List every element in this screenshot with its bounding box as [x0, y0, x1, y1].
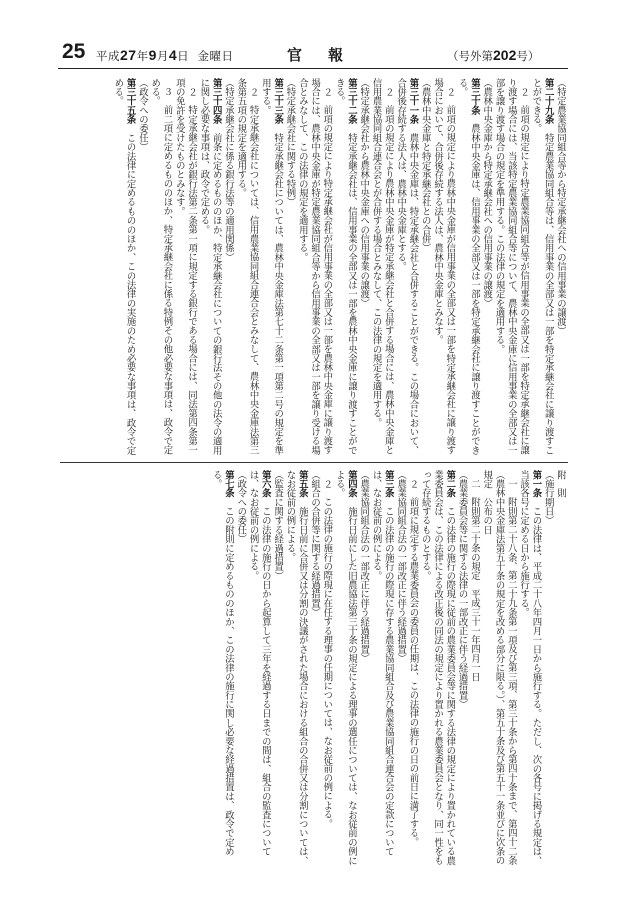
- paragraph-text: この法律の施行の際現に存する農業協同組合及び農業協同組合連合会の定款については、なお従前の例による。: [370, 470, 394, 856]
- paragraph-text: （特定承継会社に関する特例）: [284, 78, 296, 207]
- date-day-unit: 日: [177, 49, 190, 63]
- paragraph-text: この法律に定めるもののほか、この法律の実施のため必要な事項は、政令で定める。: [112, 78, 136, 455]
- paragraph-text: ３ 前二項に定めるもののほか、特定承継会社に係る特例その他必要な事項は、政令で定める。: [149, 78, 173, 455]
- paragraph-text: この附則に定めるもののほか、この法律の施行に関し必要な経過措置は、政令で定める。: [210, 470, 234, 856]
- paragraph: [418, 470, 455, 870]
- paragraph-text: ２ 前項の規定により農林中央金庫が信用事業の全部又は一部を特定承継会社に譲り渡す場合において、合併後存続する法人は、農林中央金庫とみなす。: [432, 78, 456, 455]
- extra-number: 202: [493, 47, 517, 63]
- header-rule: [58, 68, 568, 69]
- paragraph: [197, 78, 222, 456]
- article-heading: 第二十九条: [542, 78, 554, 124]
- article-heading: 第七条: [222, 470, 234, 498]
- date-era: 平成: [96, 49, 120, 63]
- paragraph-text: ２ 特定承継会社が銀行法第二条第一項に規定する銀行である場合には、同法第四条第一項の免許を受けたものとみなす。: [173, 78, 198, 455]
- paragraph: [357, 78, 369, 456]
- paragraph-text: この法律の施行の際現に従前の農業委員会等に関する法律の規定により置かれている農業委員会は、この法律による改正後の同法の規定により置かれる農業委員会となり、同一性をもって存続するものとする。: [419, 470, 456, 866]
- paragraph-text: （組合の合併等に関する経過措置）: [309, 470, 321, 618]
- gazette-title: 官報: [287, 46, 370, 64]
- paragraph-text: （農林中央金庫と特定承継会社との合併）: [419, 78, 431, 253]
- article-heading: 第三十五条: [124, 78, 136, 124]
- page-number: 25: [62, 40, 86, 63]
- paragraph: [308, 470, 320, 870]
- paragraph: [455, 470, 467, 870]
- paragraph: [369, 470, 394, 870]
- paragraph: [418, 78, 430, 456]
- paragraph: [431, 78, 456, 456]
- paragraph: [455, 78, 480, 456]
- paragraph-text: ２ この法律の施行の際現に在任する理事の任期については、なお従前の例による。: [321, 479, 333, 829]
- paragraph: [173, 78, 198, 456]
- paragraph: [480, 470, 517, 870]
- paragraph: [234, 78, 259, 456]
- extra-suffix: 号）: [516, 49, 540, 63]
- article-heading: 第三十条: [468, 78, 480, 115]
- paragraph-text: 特定農業協同組合等は、信用事業の全部又は一部を特定承継会社に譲り渡すことができる。: [530, 78, 554, 455]
- paragraph-text: 施行日前にした旧農協法第三十条の規定による理事の選任については、なお従前の例による。: [333, 470, 357, 866]
- article-heading: 第二条: [444, 470, 456, 498]
- paragraph-text: ２ 前項に規定する農業委員会の委員の任期は、この法律の施行の日の前日に満了する。: [407, 479, 419, 847]
- paragraph-text: 農林中央金庫は、特定承継会社と合併することができる。この場合において、合併後存続する法人は、農林中央金庫とする。: [395, 78, 419, 455]
- paragraph: [295, 78, 332, 456]
- lower-text-block: [60, 470, 566, 870]
- paragraph-text: （農業協同組合法の一部改正に伴う経過措置）: [395, 470, 407, 663]
- paragraph: [222, 78, 234, 456]
- paragraph-text: （施行期日）: [542, 470, 554, 526]
- paragraph: [271, 470, 283, 870]
- paragraph-text: （政令への委任）: [136, 78, 148, 152]
- paragraph: [492, 78, 529, 456]
- paragraph: [111, 78, 136, 456]
- date-year-unit: 年: [136, 49, 149, 63]
- paragraph-text: （農業委員会等に関する法律の一部改正に伴う経過措置）: [456, 470, 468, 709]
- paragraph: [209, 470, 234, 870]
- paragraph: [394, 78, 419, 456]
- paragraph-text: （政令への委任）: [235, 470, 247, 544]
- article-heading: 第三十一条: [407, 78, 419, 124]
- paragraph-text: （特定農業協同組合等から特定承継会社への信用事業の譲渡）: [555, 78, 566, 336]
- paragraph: [259, 78, 284, 456]
- paragraph: [541, 470, 553, 870]
- paragraph-text: この法律の施行の日から起算して三年を経過する日までの間は、組合の監査については、なお従前の例による。: [247, 470, 271, 856]
- article-heading: 第三十三条: [272, 78, 284, 124]
- extra-issue-number: [447, 47, 539, 73]
- paragraph-text: 附 則: [555, 470, 566, 498]
- section-divider: [60, 462, 568, 463]
- paragraph-text: ２ 特定承継会社については、信用農業協同組合連合会とみなして、農林中央金庫法第三条第五項の規定を適用する。: [235, 78, 259, 455]
- paragraph: [283, 470, 308, 870]
- paragraph: [554, 78, 566, 456]
- article-heading: 第三十四条: [210, 78, 222, 124]
- paragraph: [246, 470, 271, 870]
- paragraph-text: 一 附則第二十八条、第二十九条第一項及び第三項、第三十条から第四十条まで、第四十二条（農林中央金庫法第五十条の規定を改める部分に限る。）、第五十条及び第五十一条並びに次条の規定 公布の日: [481, 470, 517, 866]
- paragraph-text: （特定承継会社に係る銀行法等の適用関係）: [222, 78, 234, 262]
- issue-date: [96, 47, 233, 73]
- paragraph: [283, 78, 295, 456]
- weekday: 金曜日: [197, 49, 234, 63]
- paragraph-text: （特定承継会社から農林中央金庫への信用事業の譲渡）: [358, 78, 370, 308]
- date-year: 27: [120, 47, 137, 63]
- paragraph: [148, 78, 173, 456]
- paragraph-text: 二 附則第二十条の規定 平成三十一年四月一日: [468, 479, 480, 682]
- article-heading: 第三条: [382, 470, 394, 498]
- paragraph-text: この法律は、平成二十八年四月一日から施行する。ただし、次の各号に掲げる規定は、当該各号に定める日から施行する。: [518, 470, 542, 866]
- paragraph: [357, 470, 369, 870]
- paragraph: [332, 78, 357, 456]
- article-heading: 第四条: [345, 470, 357, 498]
- paragraph: [234, 470, 246, 870]
- paragraph: [332, 470, 357, 870]
- paragraph-text: （農業協同組合法の一部改正に伴う経過措置）: [358, 470, 370, 663]
- paragraph-text: 特定承継会社は、信用事業の全部又は一部を農林中央金庫に譲り渡すことができる。: [333, 78, 357, 455]
- paragraph-text: ２ 前項の規定により特定農業協同組合等が信用事業の全部又は一部を特定承継会社に譲り渡す場合には、当該特定農業協同組合等について、農林中央金庫に信用事業の全部又は一部を譲り渡す場合の規定を準用する。この法律の規定を適用する。: [493, 78, 530, 455]
- date-month: 9: [148, 47, 157, 63]
- paragraph: [480, 78, 492, 456]
- paragraph-text: 前条に定めるもののほか、特定承継会社についての銀行法その他の法令の適用に関し必要な事項は、政令で定める。: [198, 78, 222, 455]
- paragraph-text: （監査に関する経過措置）: [272, 470, 284, 581]
- article-heading: 第三十二条: [345, 78, 357, 124]
- paragraph: [136, 78, 148, 456]
- paragraph: [394, 470, 406, 870]
- paragraph-text: （農林中央金庫から特定承継会社への信用事業の譲渡）: [481, 78, 493, 308]
- date-day: 4: [168, 47, 178, 63]
- article-heading: 第五条: [296, 470, 308, 498]
- article-heading: 第一条: [530, 470, 542, 498]
- paragraph-text: 施行日前に合併又は分割の決議がされた場合における組合の合併又は分割については、なお従前の例による。: [284, 470, 308, 866]
- article-heading: 第六条: [259, 470, 271, 498]
- paragraph: [369, 78, 394, 456]
- paragraph: [554, 470, 566, 870]
- paragraph: [468, 470, 480, 870]
- paragraph: [517, 470, 542, 870]
- paragraph-text: 農林中央金庫は、信用事業の全部又は一部を特定承継会社に譲り渡すことができる。: [456, 78, 480, 455]
- paragraph: [406, 470, 418, 870]
- extra-prefix: （号外第: [447, 49, 493, 63]
- paragraph-text: 特定承継会社については、農林中央金庫法第七十二条第一項第二号の規定を準用する。: [259, 78, 284, 455]
- paragraph: [320, 470, 332, 870]
- paragraph-text: ２ 前項の規定により特定承継会社が信用事業の全部又は一部を農林中央金庫に譲り渡す場合には、農林中央金庫が特定農業協同組合等から信用事業の全部又は一部を譲り受ける場合とみなして、この法律の規定を適用する。: [296, 78, 333, 455]
- paragraph-text: ２ 前項の規定により農林中央金庫が特定承継会社と合併する場合には、農林中央金庫と信用農業協同組合連合会とが合併する場合とみなして、この法律の規定を適用する。: [370, 78, 394, 455]
- upper-text-block: [60, 78, 566, 456]
- paragraph: [529, 78, 554, 456]
- date-month-unit: 月: [156, 49, 169, 63]
